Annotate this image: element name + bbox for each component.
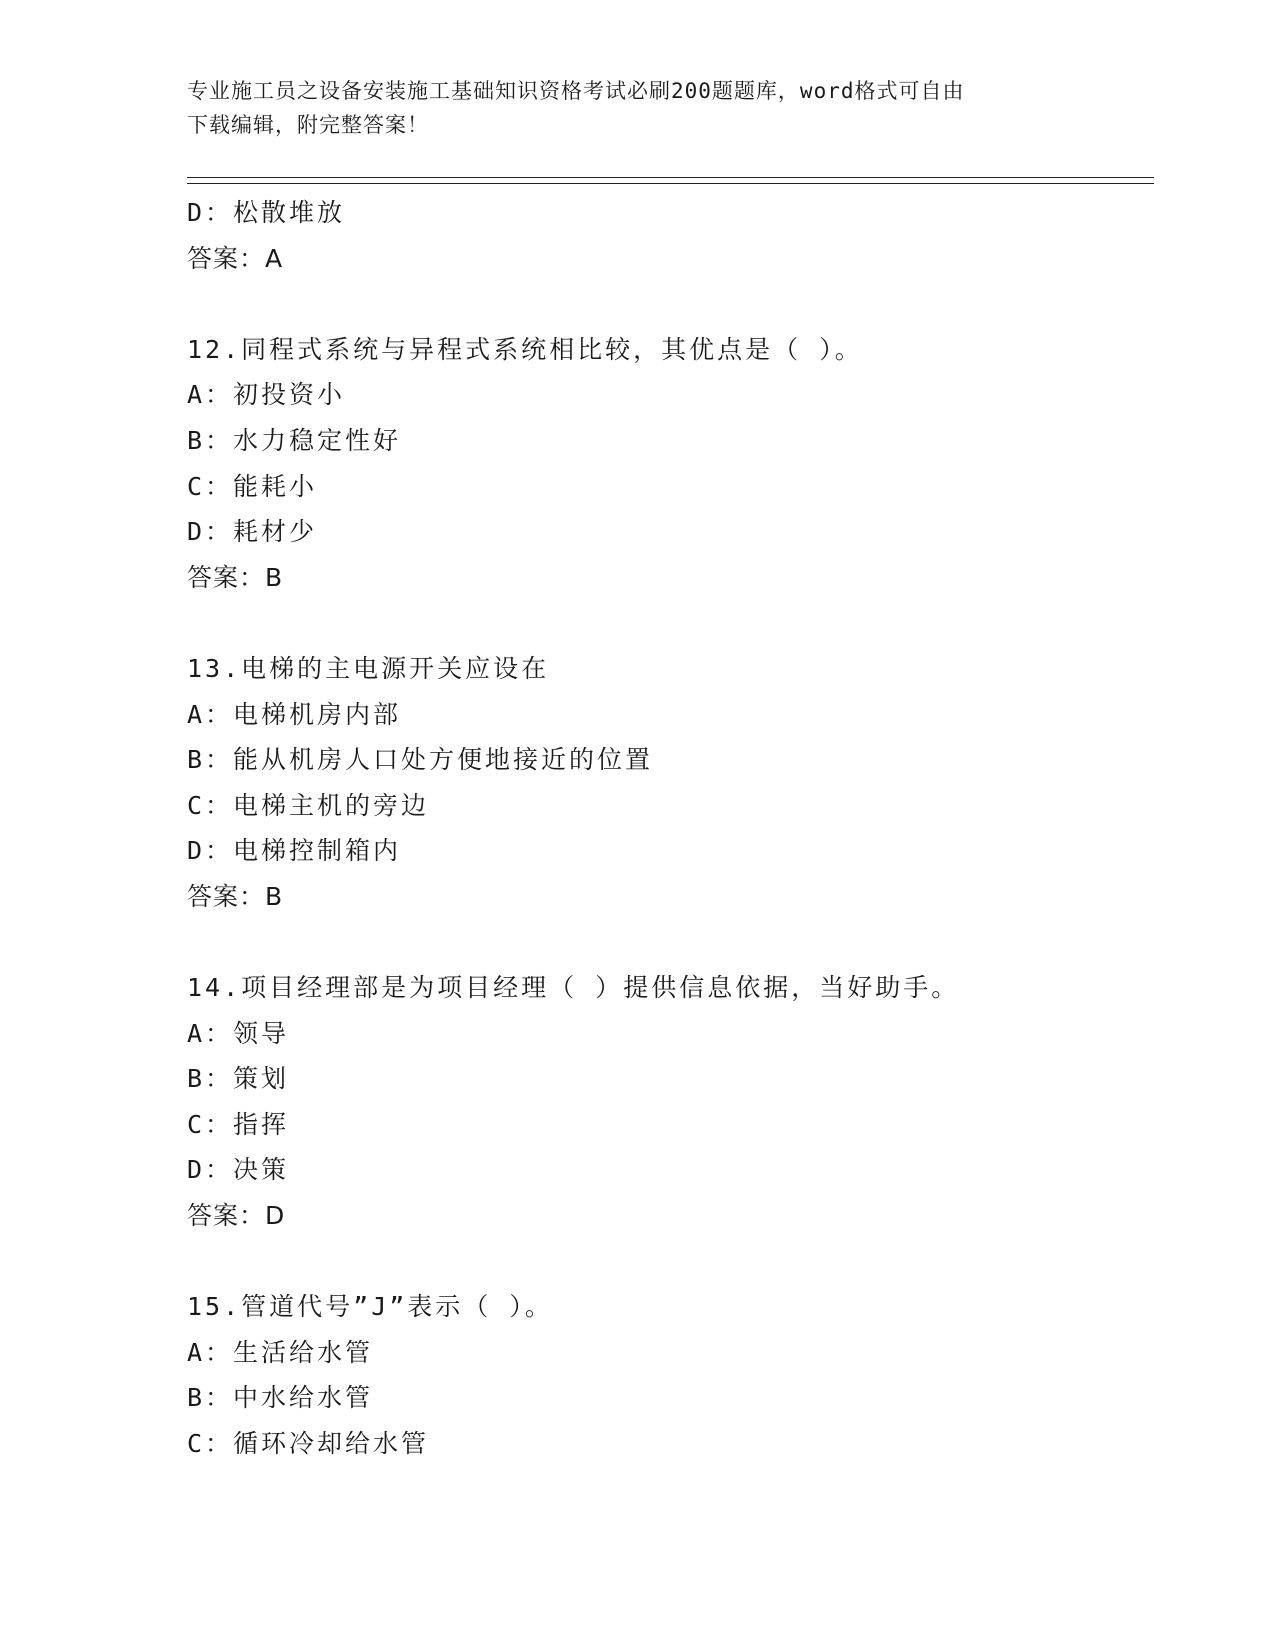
option-c: C：循环冷却给水管 [187,1429,430,1459]
question-15 [187,1284,1167,1466]
option-d: D：耗材少 [187,517,318,547]
question-stem: 15.管道代号”J”表示（ ）。 [187,1292,553,1322]
question-list [187,190,1167,1467]
option-a: A：领导 [187,1018,290,1048]
question-11-continued [187,190,1167,281]
header-divider-bottom [187,183,1154,184]
option-b: B：中水给水管 [187,1383,374,1413]
option-a: A：初投资小 [187,380,346,410]
option-d: D：电梯控制箱内 [187,836,402,866]
option-d: D：决策 [187,1155,290,1185]
spacer [187,281,1167,327]
spacer [187,1239,1167,1285]
question-14 [187,965,1167,1239]
question-stem: 14.项目经理部是为项目经理（ ）提供信息依据，当好助手。 [187,973,960,1003]
spacer [187,920,1167,966]
header-title-line-1: 专业施工员之设备安装施工基础知识资格考试必刷200题题库，word格式可自由 [187,79,965,103]
question-stem: 13.电梯的主电源开关应设在 [187,653,550,683]
option-b: B：水力稳定性好 [187,425,402,455]
option-b: B：能从机房人口处方便地接近的位置 [187,745,654,775]
option-c: C：电梯主机的旁边 [187,790,430,820]
option-c: C：能耗小 [187,471,318,501]
spacer [187,600,1167,646]
question-stem: 12.同程式系统与异程式系统相比较，其优点是（ ）。 [187,334,863,364]
answer-line: 答案：D [187,1201,286,1231]
option-b: B：策划 [187,1064,290,1094]
question-13 [187,646,1167,920]
header-title-line-2: 下载编辑，附完整答案！ [187,113,429,137]
option-a: A：生活给水管 [187,1337,374,1367]
option-d: D：松散堆放 [187,198,346,227]
answer-line: 答案：B [187,562,284,592]
question-12 [187,327,1167,601]
answer-line: 答案：B [187,881,284,911]
page-header [187,74,1087,142]
option-c: C：指挥 [187,1109,290,1139]
option-a: A：电梯机房内部 [187,699,402,729]
answer-line: 答案：A [187,243,284,273]
header-divider-top [187,177,1154,178]
